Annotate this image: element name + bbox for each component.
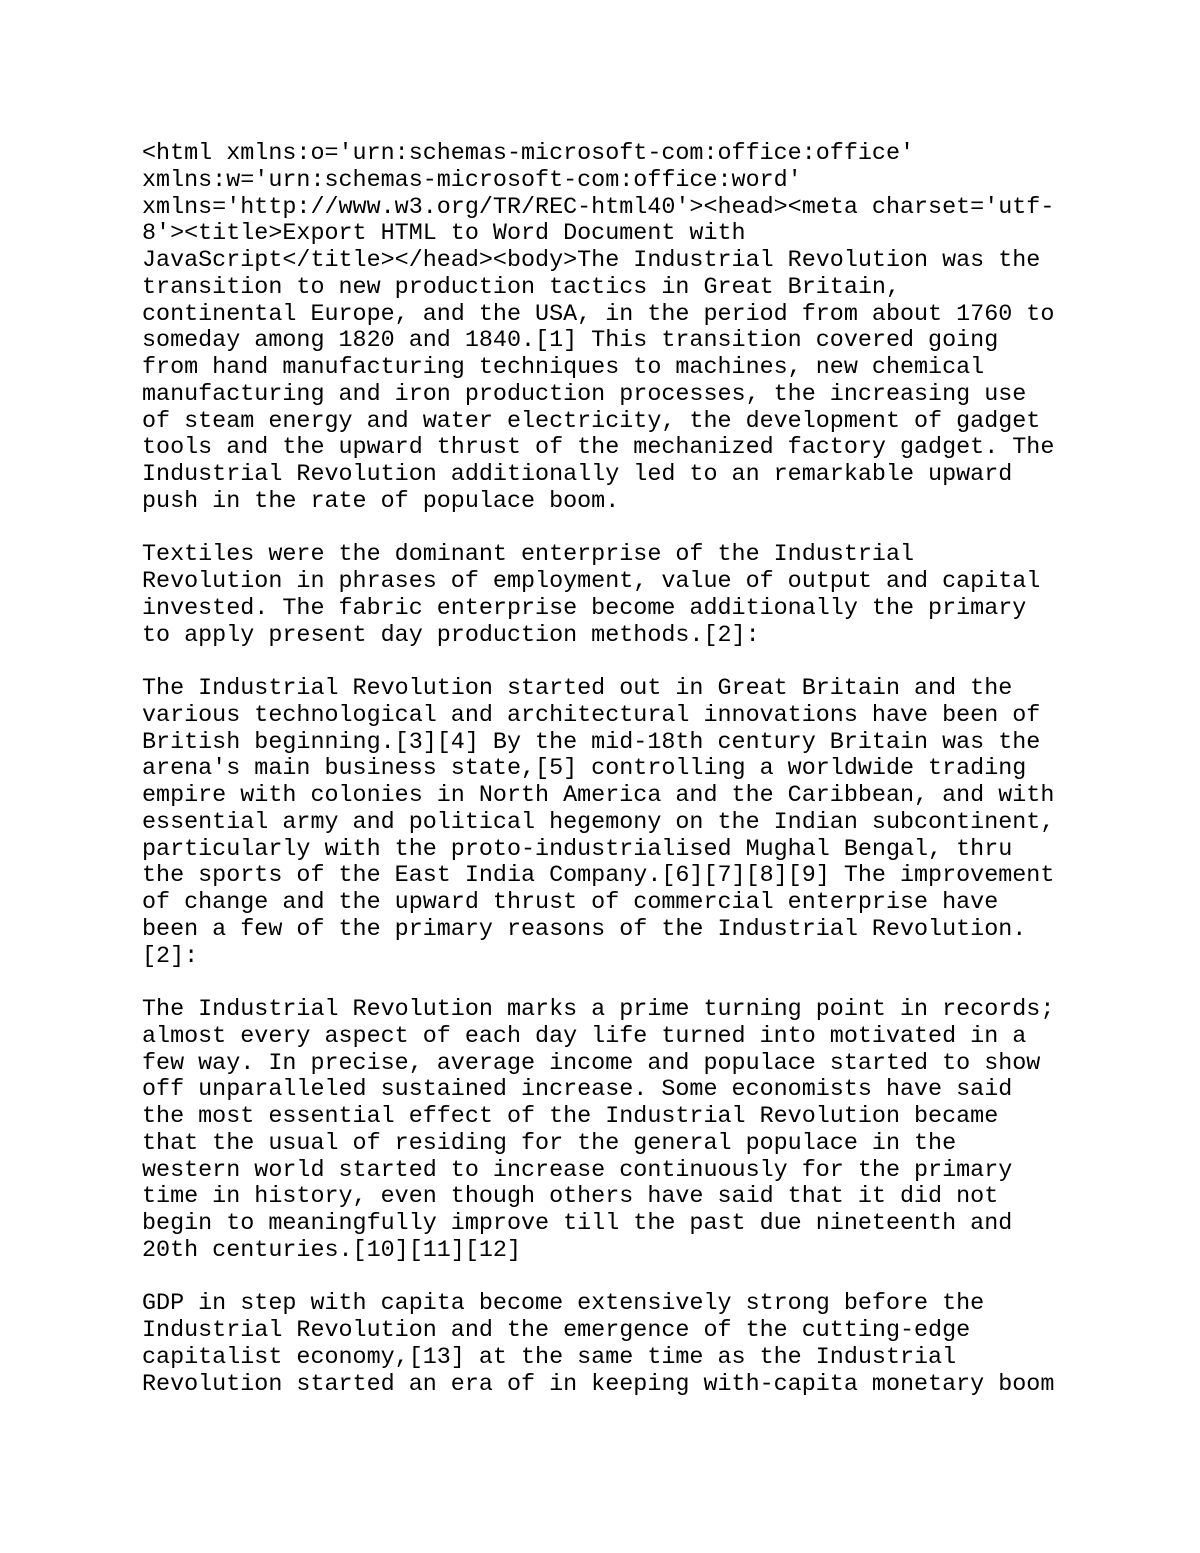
text-line: the most essential effect of the Industrial Revolution became (142, 1104, 999, 1130)
text-line: someday among 1820 and 1840.[1] This transition covered going (142, 328, 999, 355)
text-line: British beginning.[3][4] By the mid-18th century Britain was the (142, 729, 1041, 756)
text-line: time in history, even though others have said that it did not (142, 1184, 999, 1211)
text-line: capitalist economy,[13] at the same time as the Industrial (142, 1344, 957, 1371)
text-line: of change and the upward thrust of commercial enterprise have (142, 890, 999, 916)
text-line: particularly with the proto-industrialised Mughal Bengal, thru (142, 836, 1013, 863)
text-line: Revolution in phrases of employment, value of output and capital (142, 569, 1041, 595)
text-line: tools and the upward thrust of the mechanized factory gadget. The (142, 435, 1055, 462)
text-line: almost every aspect of each day life turned into motivated in a (142, 1023, 1027, 1050)
text-line: xmlns:w='urn:schemas-microsoft-com:office:word' (142, 167, 802, 194)
text-line: <html xmlns:o='urn:schemas-microsoft-com:office:office' (142, 141, 915, 167)
text-line: xmlns='http://www.w3.org/TR/REC-html40'><head><meta charset='utf- (142, 194, 1055, 221)
text-line: manufacturing and iron production processes, the increasing use (142, 381, 1027, 408)
text-line: push in the rate of populace boom. (142, 488, 620, 515)
text-line: continental Europe, and the USA, in the period from about 1760 to (142, 301, 1055, 328)
document-body (142, 141, 1102, 1425)
text-line: Revolution started an era of in keeping with-capita monetary boom (142, 1371, 1055, 1398)
text-line: that the usual of residing for the general populace in the (142, 1130, 957, 1157)
text-line: of steam energy and water electricity, the development of gadget (142, 408, 1041, 435)
text-line: Industrial Revolution additionally led to an remarkable upward (142, 462, 1013, 488)
text-line: essential army and political hegemony on the Indian subcontinent, (142, 809, 1055, 836)
text-line: transition to new production tactics in Great Britain, (142, 274, 900, 301)
text-line: The Industrial Revolution marks a prime turning point in records; (142, 997, 1055, 1023)
text-line: 20th centuries.[10][11][12] (142, 1237, 521, 1264)
text-line: invested. The fabric enterprise become additionally the primary (142, 595, 1027, 622)
text-line: arena's main business state,[5] controlling a worldwide trading (142, 756, 1027, 783)
paragraph-4 (142, 997, 1102, 1265)
paragraph-2 (142, 542, 1102, 649)
paragraph-3 (142, 676, 1102, 970)
paragraph-5 (142, 1291, 1102, 1398)
text-line: The Industrial Revolution started out in Great Britain and the (142, 676, 1013, 702)
text-line: Textiles were the dominant enterprise of the Industrial (142, 542, 915, 569)
text-line: been a few of the primary reasons of the Industrial Revolution. (142, 916, 1027, 943)
text-line: Industrial Revolution and the emergence of the cutting-edge (142, 1318, 971, 1344)
text-line: off unparalleled sustained increase. Some economists have said (142, 1077, 1013, 1104)
paragraph-1 (142, 141, 1102, 516)
text-line: few way. In precise, average income and populace started to show (142, 1050, 1041, 1077)
text-line: to apply present day production methods.[2]: (142, 622, 760, 649)
text-line: [2]: (142, 943, 199, 970)
text-line: GDP in step with capita become extensively strong before the (142, 1291, 985, 1318)
text-line: the sports of the East India Company.[6][7][8][9] The improvement (142, 863, 1055, 890)
text-line: 8'><title>Export HTML to Word Document with (142, 221, 746, 248)
text-line: begin to meaningfully improve till the past due nineteenth and (142, 1211, 1013, 1237)
text-line: various technological and architectural innovations have been of (142, 702, 1041, 729)
text-line: empire with colonies in North America and the Caribbean, and with (142, 783, 1055, 809)
text-line: from hand manufacturing techniques to machines, new chemical (142, 355, 985, 381)
text-line: western world started to increase continuously for the primary (142, 1157, 1013, 1184)
text-line: JavaScript</title></head><body>The Industrial Revolution was the (142, 248, 1041, 274)
